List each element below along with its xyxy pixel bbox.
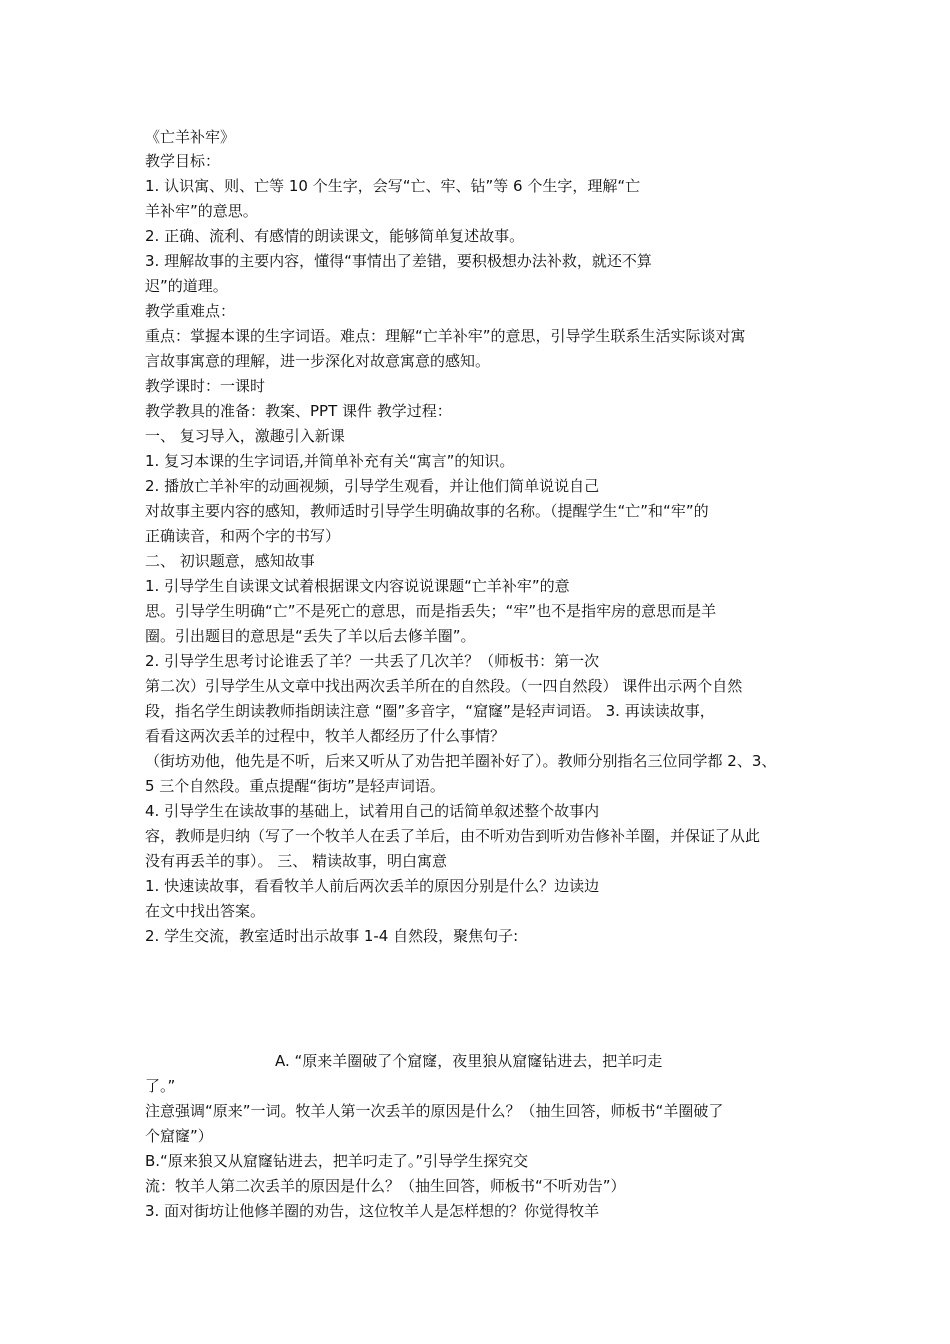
text-line: 2. 播放亡羊补牢的动画视频，引导学生观看，并让他们简单说说自己	[145, 477, 600, 495]
section-heading: 二、 初识题意，感知故事	[145, 552, 315, 570]
text-line: 2. 学生交流，教室适时出示故事 1-4 自然段，聚焦句子:	[145, 927, 519, 945]
quote-b: B.“原来狼又从窟窿钻进去，把羊叼走了。”引导学生探究交	[145, 1152, 529, 1170]
section-heading: 教学目标：	[145, 152, 221, 170]
text-line: 5 三个自然段。重点提醒“街坊”是轻声词语。	[145, 777, 445, 795]
text-line: 圈。引出题目的意思是“丢失了羊以后去修羊圈”。	[145, 627, 476, 645]
text-line: 迟”的道理。	[145, 277, 228, 295]
text-line: 正确读音，和两个字的书写）	[145, 527, 341, 545]
text-line: 教学课时：一课时	[145, 377, 266, 395]
text-line: 1. 快速读故事，看看牧羊人前后两次丢羊的原因分别是什么？边读边	[145, 877, 600, 895]
text-line: 2. 正确、流利、有感情的朗读课文，能够简单复述故事。	[145, 227, 525, 245]
document-title: 《亡羊补牢》	[145, 128, 236, 146]
text-line: 1. 复习本课的生字词语,并简单补充有关“寓言”的知识。	[145, 452, 515, 470]
section-heading: 教学重难点：	[145, 302, 236, 320]
text-line: 1. 引导学生自读课文试着根据课文内容说说课题“亡羊补牢”的意	[145, 577, 570, 595]
text-line: 段，指名学生朗读教师指朗读注意 “圈”多音字，“窟窿”是轻声词语。 3. 再读读故事，	[145, 702, 715, 720]
text-line: 1. 认识寓、则、亡等 10 个生字，会写“亡、牢、钻”等 6 个生字，理解“亡	[145, 177, 641, 195]
section-heading: 一、 复习导入，激趣引入新课	[145, 427, 345, 445]
text-line: 2. 引导学生思考讨论谁丢了羊？一共丢了几次羊？（师板书：第一次	[145, 652, 600, 670]
text-line: 教学教具的准备：教案、PPT 课件 教学过程：	[145, 402, 452, 420]
text-line: 注意强调“原来”一词。牧羊人第一次丢羊的原因是什么？（抽生回答，师板书“羊圈破了	[145, 1102, 724, 1120]
text-line: 了。”	[145, 1077, 176, 1095]
text-line: 重点：掌握本课的生字词语。难点：理解“亡羊补牢”的意思，引导学生联系生活实际谈对寓	[145, 327, 746, 345]
text-line: 3. 理解故事的主要内容，懂得“事情出了差错，要积极想办法补救，就还不算	[145, 252, 652, 270]
text-line: （街坊劝他，他先是不听，后来又听从了劝告把羊圈补好了）。教师分别指名三位同学都 2、3、	[145, 752, 777, 770]
text-line: 流：牧羊人第二次丢羊的原因是什么？（抽生回答，师板书“不听劝告”）	[145, 1177, 626, 1195]
text-line: 思。引导学生明确“亡”不是死亡的意思，而是指丢失；“牢”也不是指牢房的意思而是羊	[145, 602, 717, 620]
text-line: 容，教师是归纳（写了一个牧羊人在丢了羊后，由不听劝告到听劝告修补羊圈，并保证了从此	[145, 827, 761, 845]
text-line: 个窟窿”）	[145, 1127, 213, 1145]
text-line: 在文中找出答案。	[145, 902, 266, 920]
text-line: 羊补牢”的意思。	[145, 202, 258, 220]
text-line: 没有再丢羊的事）。 三、 精读故事，明白寓意	[145, 852, 448, 870]
text-line: 4. 引导学生在读故事的基础上，试着用自己的话简单叙述整个故事内	[145, 802, 600, 820]
text-line: 对故事主要内容的感知，教师适时引导学生明确故事的名称。（提醒学生“亡”和“牢”的	[145, 502, 709, 520]
text-line: 3. 面对街坊让他修羊圈的劝告，这位牧羊人是怎样想的？你觉得牧羊	[145, 1202, 600, 1220]
quote-a: A. “原来羊圈破了个窟窿，夜里狼从窟窿钻进去，把羊叼走	[275, 1052, 663, 1070]
text-line: 看看这两次丢羊的过程中，牧羊人都经历了什么事情？	[145, 727, 506, 745]
text-line: 言故事寓意的理解，进一步深化对故意寓意的感知。	[145, 352, 491, 370]
text-line: 第二次）引导学生从文章中找出两次丢羊所在的自然段。（一四自然段） 课件出示两个自然	[145, 677, 743, 695]
